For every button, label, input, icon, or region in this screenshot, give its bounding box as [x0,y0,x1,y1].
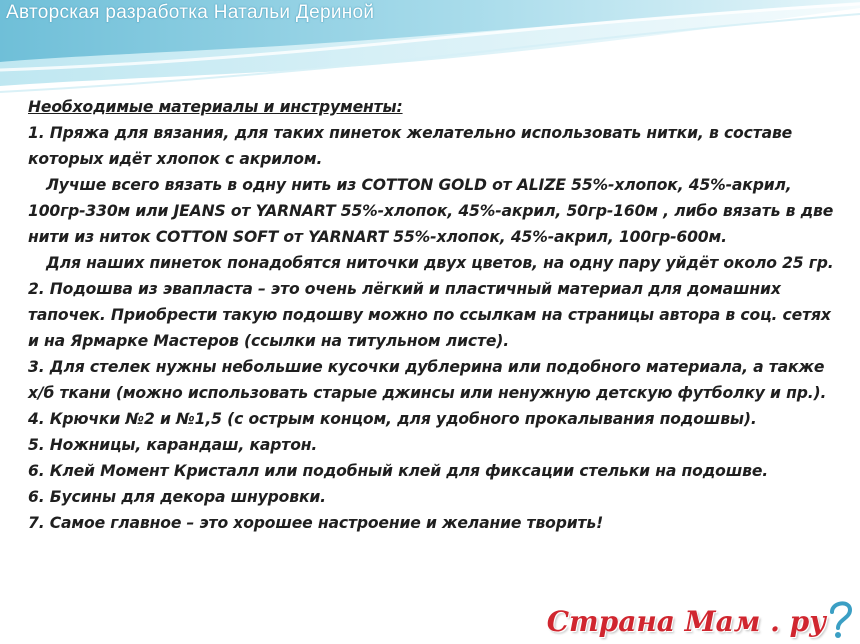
materials-item-beads: 6. Бусины для декора шнуровки. [28,488,326,506]
materials-heading: Необходимые материалы и инструменты: [28,98,403,116]
materials-item-insole: 3. Для стелек нужны небольшие кусочки дублерина или подобного материала, а также х/б ткани (можно использовать старые джинсы или ненужную детскую футболку и пр.). [28,358,827,402]
materials-item-glue: 6. Клей Момент Кристалл или подобный клей для фиксации стельки на подошве. [28,462,769,480]
materials-document [28,94,838,536]
materials-yarn-details: Лучше всего вязать в одну нить из COTTON GOLD от ALIZE 55%-хлопок, 45%-акрил, 100гр-330м или JEANS от YARNART 55%-хлопок, 45%-акрил, 50гр-160м , либо вязать в две нити из ниток COTTON SOFT от YARNART 55%-хлопок, 45%-акрил, 100гр-600м. [28,176,834,246]
materials-item-sole: 2. Подошва из эвапласта – это очень лёгкий и пластичный материал для домашних тапочек. Приобрести такую подошву можно по ссылкам на страницы автора в соц. сетях и на Ярмарке Мастеров (ссылки на титульном листе). [28,280,831,350]
materials-item-tools: 5. Ножницы, карандаш, картон. [28,436,318,454]
materials-yarn-amount: Для наших пинеток понадобятся ниточки двух цветов, на одну пару уйдёт около 25 гр. [46,254,834,272]
materials-item-yarn: 1. Пряжа для вязания, для таких пинеток желательно использовать нитки, в составе которых идёт хлопок с акрилом. [28,124,793,168]
materials-item-mood: 7. Самое главное – это хорошее настроение и желание творить! [28,514,604,532]
header-title: Авторская разработка Натальи Дериной [6,2,375,23]
materials-item-hooks: 4. Крючки №2 и №1,5 (с острым концом, для удобного прокалывания подошвы). [28,410,757,428]
watermark-swirl-icon [826,598,856,640]
site-watermark: Страна Мам . ру [546,605,826,638]
